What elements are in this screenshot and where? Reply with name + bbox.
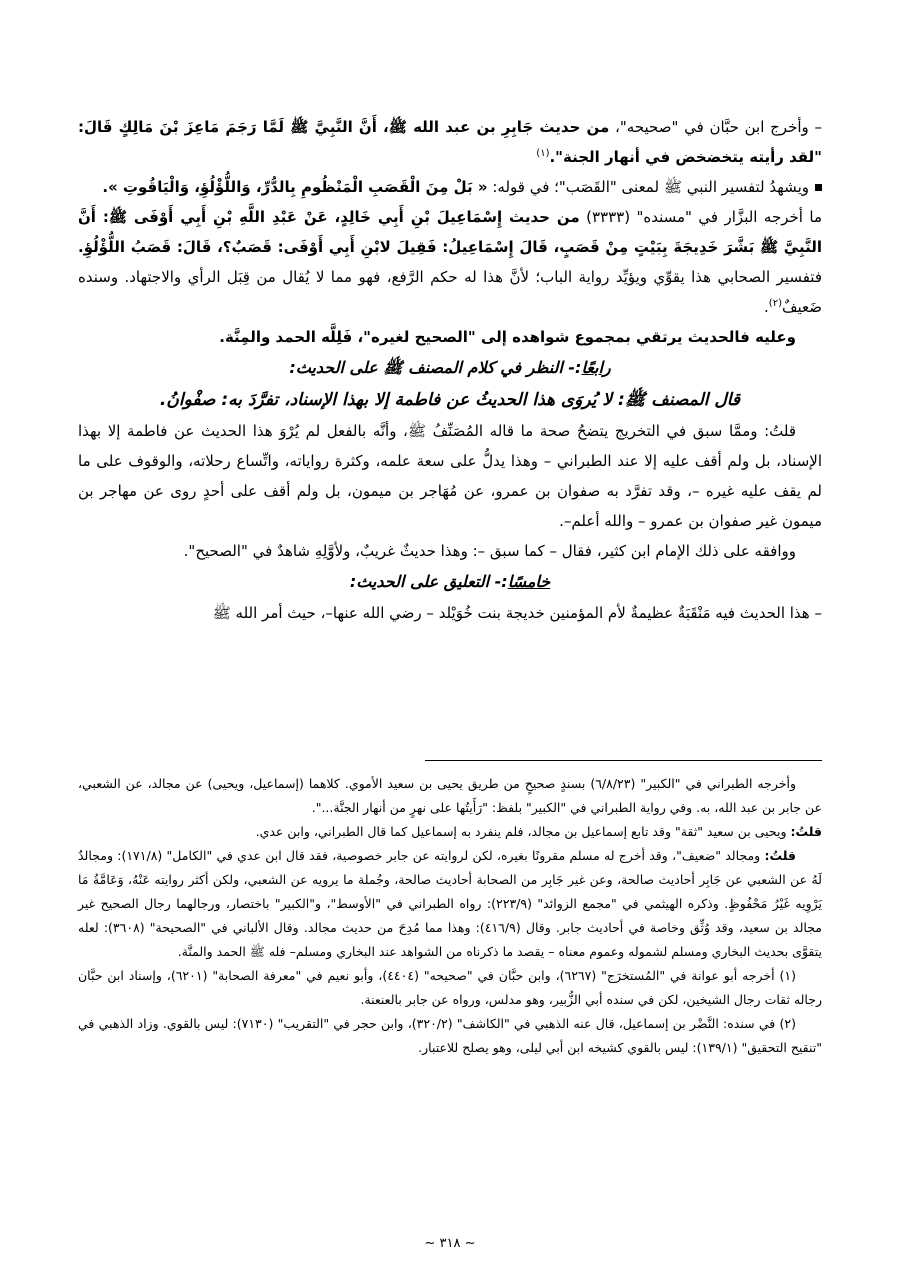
paragraph-conclusion: وعليه فالحديث يرتقي بمجموع شواهده إلى "الصحيح لغيره"، فَلِلَّه الحمد والمِنَّة.	[219, 328, 796, 346]
hadith-text: من حديث جَابِرِ بن عبد الله ﷺ، أَنَّ النَّبِيَّ ﷺ لَمَّا رَجَمَ مَاعِزَ بْنَ مَالِكٍ قَالَ: "لقد رأيته يتخضخض في أنهار الجنة".	[78, 118, 822, 166]
hadith-text: من حديث إِسْمَاعِيلَ بْنِ أَبِي خَالِدٍ، عَنْ عَبْدِ اللَّهِ بْنِ أَبِي أَوْفَى ﷺ: أَنَّ النَّبِيَّ ﷺ بَشَّرَ خَدِيجَةَ بِبَيْتٍ مِنْ قَصَبٍ، قَالَ إِسْمَاعِيلُ: فَقِيلَ لابْنِ أَبِي أَوْفَى: قَصَبٌ؟، قَالَ: قَصَبُ اللُّؤْلُؤِ.	[78, 208, 822, 256]
section-title: :- التعليق على الحديث:	[349, 572, 508, 591]
paragraph-ibn-hibban	[78, 112, 822, 172]
footnote-remark	[78, 844, 822, 964]
section-title: :- النظر في كلام المصنف ﷺ على الحديث:	[289, 358, 582, 377]
footnotes	[78, 772, 822, 1060]
footnote-divider	[425, 760, 822, 761]
text-segment: ما أخرجه البزَّار في "مسنده" (٣٣٣٣)	[579, 208, 822, 226]
remark-label: قلتُ:	[764, 848, 796, 863]
paragraph-analysis: قلتُ: وممَّا سبق في التخريج يتضحُ صحة ما قاله المُصَنِّفُ ﷺ، وأنَّه بالفعل لم يُرْوَ هذا الحديث عن فاطمة إلا بهذا الإسناد، بل ولم أقف عليه إلا عند الطبراني – وهذا يدلُّ على سعة علمه، وكثرة رواياته، واتِّساع رحلاته، والوقوف على ما لم يقف عليه غيره –، وقد تفرَّد به صفوان بن عمرو، عن مُهَاجر بن ميمون، بل ولم أقف على أحدٍ روى عن مهاجر بن ميمون غير صفوان بن عمرو – والله أعلم–.	[78, 422, 822, 530]
paragraph-commentary: – هذا الحديث فيه مَنْقَبَةٌ عظيمةٌ لأم المؤمنين خديجة بنت خُوَيْلد – رضي الله عنها–، حيث أمر الله ﷺ	[212, 604, 822, 622]
text-segment: فتفسير الصحابي هذا يقوِّي ويؤيِّد رواية الباب؛ لأنَّ هذا له حكم الرَّفع، فهو مما لا يُقال من قِبَل الرأي والاجتهاد. وسنده ضَعيفٌ	[78, 268, 822, 316]
page-number: ~ ٣١٨ ~	[424, 1236, 476, 1251]
section-label: رابعًا	[581, 358, 611, 377]
paragraph-qasab	[78, 172, 822, 202]
footnote-ref-2[interactable]: (٢)	[768, 298, 782, 309]
footnote-1: (١) أخرجه أبو عوانة في "المُستخرَج" (٦٢٦٧)، وابن حبَّان في "صحيحه" (٤٤٠٤)، وأبو نعيم في "معرفة الصحابة" (٦٢٠١)، وإسناد ابن حبَّان رجاله ثقات رجال الشيخين، لكن في سنده أبي الزُّبير، وهو مدلس، ورواه عن جابر بالعنعنة.	[78, 968, 822, 1007]
remark-label: قلتُ:	[790, 824, 822, 839]
paragraph-ibn-kathir: ووافقه على ذلك الإمام ابن كثير، فقال – كما سبق –: وهذا حديثٌ غريبٌ، ولأوَّلِهِ شاهدٌ في "الصحيح".	[183, 542, 796, 560]
bullet-square-icon	[815, 184, 822, 191]
remark-text: ومجالد "ضعيف"، وقد أخرج له مسلم مقرونًا بغيره، لكن لروايته عن جابر خصوصية، فقد قال ابن عدي في "الكامل" (١٧١/٨): ومجالدٌ لَهُ عن الشعبي عن جَابِر أحاديث صالحة، وعن غير جَابِر من الصحابة أحاديث صالحة، وجُملة ما يرويه عن الشعبي، ولكن أكثر روايته عَنْهُ، وَعَامَّةُ مَا يَرْوِيه غَيْرُ مَحْفُوظٍ. وذكره الهيثمي في "مجمع الزوائد" (٢٢٣/٩): رواه الطبراني في "الأوسط"، و"الكبير" باختصار، ورجالهما رجال الصحيح غير مجالد بن سعيد، وقد وُثِّق وخاصة في أحاديث جابر. وقال (٤١٦/٩): وهذا مما مُدِحَ من حديث مجالد. وقال الألباني في "الصحيحة" (٣٦٠٨): لعله يتقوَّى بحديث البخاري ومسلم لشموله وعموم معناه – يقصد ما ذكرناه من الشواهد عند البخاري ومسلم– فله ﷺ الحمد والمنَّة.	[78, 848, 823, 959]
section-heading-4	[78, 352, 822, 384]
remark-text: ويحيى بن سعيد "ثقة" وقد تابع إسماعيل بن مجالد، فلم ينفرد به إسماعيل كما قال الطبراني، وابن عدي.	[255, 824, 791, 839]
paragraph-bazzar: ما أخرجه البزَّار في "مسنده" (٣٣٣٣) من حديث إِسْمَاعِيلَ بْنِ أَبِي خَالِدٍ، عَنْ عَبْدِ اللَّهِ بْنِ أَبِي أَوْفَى ﷺ: أَنَّ النَّبِيَّ ﷺ بَشَّرَ خَدِيجَةَ بِبَيْتٍ مِنْ قَصَبٍ، قَالَ إِسْمَاعِيلُ: فَقِيلَ لابْنِ أَبِي أَوْفَى: قَصَبٌ؟، قَالَ: قَصَبُ اللُّؤْلُؤِ. فتفسير الصحابي هذا يقوِّي ويؤيِّد رواية الباب؛ لأنَّ هذا له حكم الرَّفع، فهو مما لا يُقال من قِبَل الرأي والاجتهاد. وسنده ضَعيفٌ$^{(٢)}$.	[78, 208, 822, 316]
text-segment: – وأخرج ابن حبَّان في "صحيحه"،	[609, 118, 822, 136]
section-label: خامسًا	[507, 572, 551, 591]
footnote-continuation: وأخرجه الطبراني في "الكبير" (٦/٨/٢٣) بسندٍ صحيحٍ من طريق يحيى بن سعيد الأموي. كلاهما (إسماعيل، ويحيى) عن مجالد، عن الشعبي، عن جابر بن عبد الله، به. وفي رواية الطبراني في "الكبير" بلفظ: "رَأَيتُها على نهرٍ من أنهار الجنَّة...".	[78, 776, 822, 815]
hadith-quote: « بَلْ مِنَ الْقَصَبِ الْمَنْظُومِ بِالدُّرِّ، وَاللُّؤْلُؤِ، وَالْيَاقُوتِ ».	[102, 178, 488, 196]
author-quote: قال المصنف ﷺ: لا يُروَى هذا الحديثُ عن فاطمة إلا بهذا الإسناد، تفرَّدَ به: صفْوانُ.	[159, 390, 741, 410]
section-heading-5	[78, 566, 822, 598]
footnote-remark	[78, 820, 822, 844]
footnote-ref-1[interactable]: (١)	[536, 148, 550, 159]
text-segment: ويشهدُ لتفسير النبي ﷺ لمعنى "القَصَب"؛ في قوله:	[487, 178, 809, 196]
footnote-2: (٢) في سنده: النَّضْر بن إسماعيل، قال عنه الذهبي في "الكاشف" (٣٢٠/٢)، وابن حجر في "التقريب" (٧١٣٠): ليس بالقوي. وزاد الذهبي في "تنقيح التحقيق" (١٣٩/١): ليس بالقوي كشيخه ابن أبي ليلى، وهو يصلح للاعتبار.	[78, 1016, 822, 1055]
main-text	[78, 112, 822, 628]
